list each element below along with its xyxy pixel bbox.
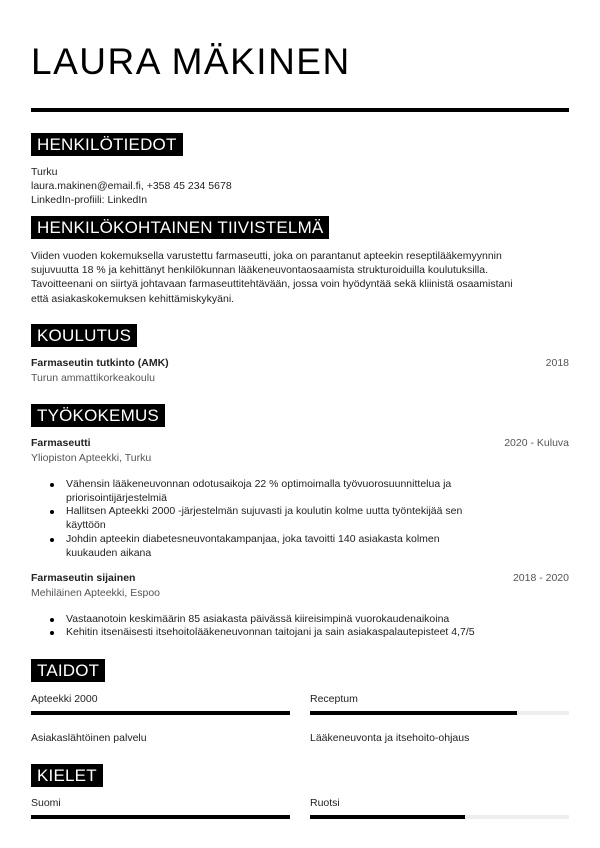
- skill-bar: [31, 711, 290, 715]
- job-bullets: [50, 613, 550, 641]
- skill-bar: [310, 711, 569, 715]
- skill-label: Apteekki 2000: [31, 693, 98, 706]
- list-item: Vähensin lääkeneuvonnan odotusaikoja 22 % optimoimalla työvuorosuunnittelua ja priorisointijärjestelmiä: [50, 478, 490, 506]
- skills-grid: [31, 692, 569, 745]
- education-year: 2018: [545, 356, 569, 369]
- resume-name: LAURA MÄKINEN: [31, 41, 351, 82]
- language-bar-fill: [310, 815, 465, 819]
- job-title: Farmaseutti: [31, 436, 91, 449]
- skill-item: [310, 692, 569, 715]
- work-heading: TYÖKOKEMUS: [31, 404, 165, 427]
- job-place: Yliopiston Apteekki, Turku: [31, 451, 152, 464]
- language-item: [310, 796, 569, 819]
- job-dates: 2018 - 2020: [512, 571, 569, 584]
- skill-item: [310, 731, 569, 745]
- skills-heading: TAIDOT: [31, 659, 105, 682]
- skill-bar-fill: [310, 711, 517, 715]
- job-entry: [31, 571, 569, 641]
- summary-heading: HENKILÖKOHTAINEN TIIVISTELMÄ: [31, 216, 329, 239]
- language-label: Suomi: [31, 797, 61, 810]
- job-entry: [31, 436, 569, 561]
- language-label: Ruotsi: [310, 797, 340, 810]
- job-place: Mehiläinen Apteekki, Espoo: [31, 586, 160, 599]
- city: Turku: [31, 166, 58, 178]
- divider: [31, 108, 569, 112]
- education-heading: KOULUTUS: [31, 324, 137, 347]
- summary-text: [31, 249, 569, 306]
- degree: Farmaseutin tutkinto (AMK): [31, 356, 169, 369]
- language-bar-fill: [31, 815, 290, 819]
- language-item: [31, 796, 290, 819]
- contact: laura.makinen@email.fi, +358 45 234 5678: [31, 180, 232, 192]
- skill-label: Asiakaslähtöinen palvelu: [31, 732, 147, 745]
- summary-line: sujuvuutta 18 % ja kehittänyt henkilökunnan lääkeneuvontaosaamista strukturoiduilla koulutuksilla.: [31, 264, 489, 277]
- summary-line: Viiden vuoden kokemuksella varustettu farmaseutti, joka on parantanut apteekin reseptilääkemyynnin: [31, 250, 502, 262]
- list-item: Johdin apteekin diabetesneuvontakampanjaa, joka tavoitti 140 asiakasta kolmen kuukauden aikana: [50, 533, 490, 561]
- job-dates: 2020 - Kuluva: [504, 436, 569, 449]
- skill-label: Lääkeneuvonta ja itsehoito-ohjaus: [310, 732, 470, 745]
- job-bullets: [50, 478, 490, 561]
- skill-item: [31, 692, 290, 715]
- skill-bar-fill: [31, 711, 290, 715]
- personal-heading: HENKILÖTIEDOT: [31, 133, 183, 156]
- language-bar: [310, 815, 569, 819]
- list-item: Kehitin itsenäisesti itsehoitolääkeneuvonnan taitojani ja sain asiakaspalautepisteet 4,7/5: [50, 626, 550, 640]
- list-item: Vastaanotoin keskimäärin 85 asiakasta päivässä kiireisimpinä vuorokaudenaikoina: [50, 613, 550, 627]
- linkedin: LinkedIn-profiili: LinkedIn: [31, 194, 148, 206]
- languages-heading: KIELET: [31, 764, 103, 787]
- list-item: Hallitsen Apteekki 2000 -järjestelmän sujuvasti ja koulutin kolme uutta työntekijää sen käyttöön: [50, 505, 490, 533]
- school: Turun ammattikorkeakoulu: [31, 371, 155, 384]
- summary-line: Tavoitteenani on siirtyä johtavaan farmaseuttitehtävään, jossa voin hyödyntää sekä kliinistä osaamistani: [31, 278, 513, 291]
- skill-item: [31, 731, 290, 745]
- education-entry: [31, 356, 569, 385]
- summary-line: että asiakaskokemuksen kehittämiskykyäni.: [31, 292, 235, 305]
- resume-page: [0, 42, 600, 819]
- skill-label: Receptum: [310, 693, 358, 706]
- languages-grid: [31, 796, 569, 819]
- language-bar: [31, 815, 290, 819]
- job-title: Farmaseutin sijainen: [31, 571, 136, 584]
